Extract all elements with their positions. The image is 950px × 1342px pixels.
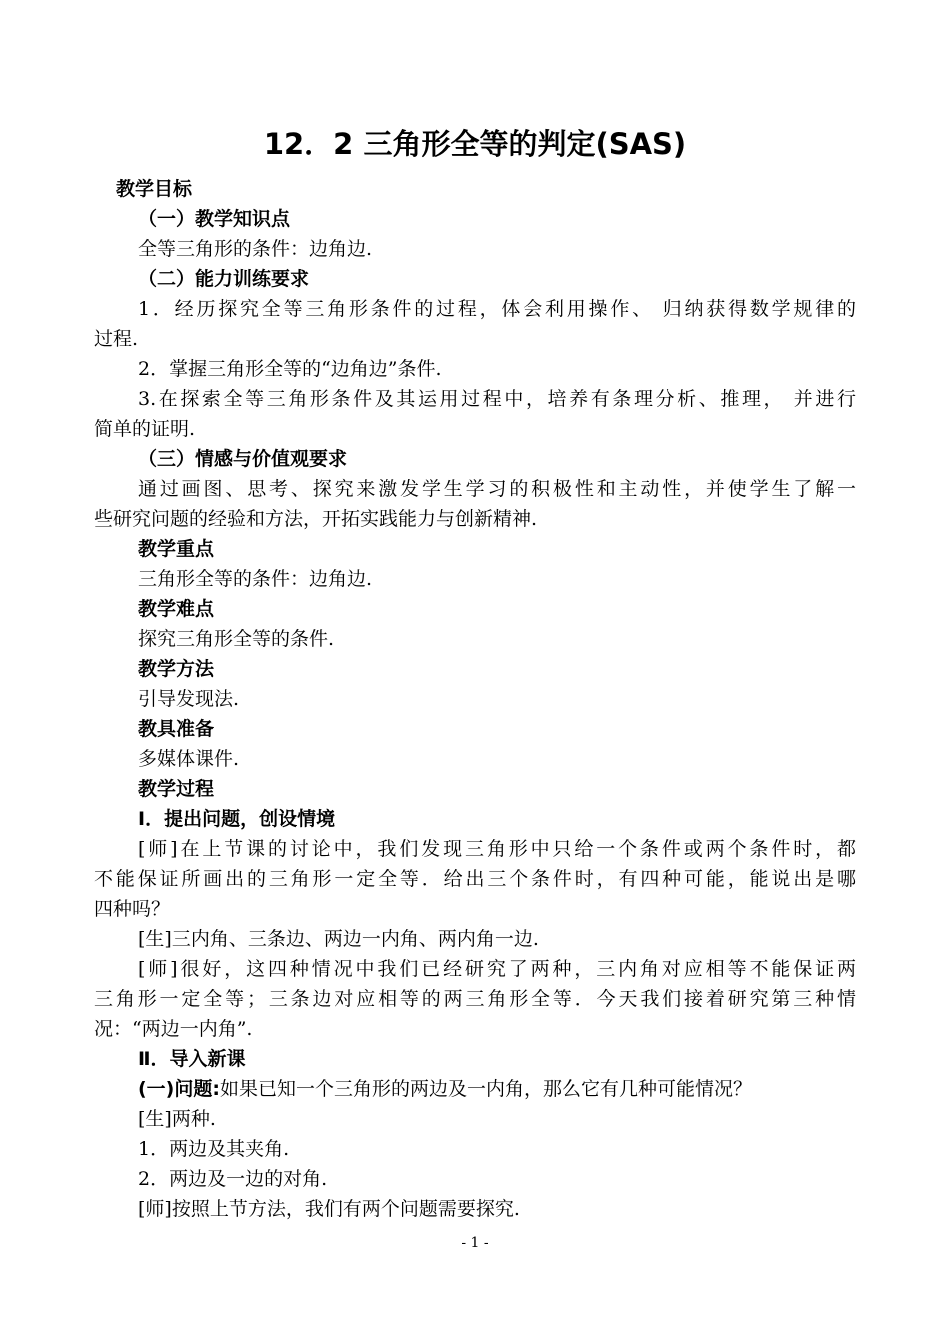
page-number: - 1 - — [461, 1235, 489, 1251]
section-1-paragraph-1-line-1: [师]在上节课的讨论中，我们发现三角形中只给一个条件或两个条件时，都 — [138, 838, 856, 860]
section-2-case-2: 2．两边及一边的对角. — [138, 1168, 328, 1190]
section-1-paragraph-3-line-1: [师]很好，这四种情况中我们已经研究了两种，三内角对应相等不能保证两 — [138, 958, 856, 980]
heading-key-point: 教学重点 — [138, 538, 215, 560]
ability-item-1-line-1: 1．经历探究全等三角形条件的过程，体会利用操作、 归纳获得数学规律的 — [138, 298, 856, 320]
question-text: 如果已知一个三角形的两边及一内角，那么它有几种可能情况？ — [219, 1078, 752, 1100]
ability-item-3-line-2: 简单的证明. — [94, 418, 196, 440]
section-2-teacher: [师]按照上节方法，我们有两个问题需要探究. — [138, 1198, 520, 1220]
emotion-paragraph-line-2: 些研究问题的经验和方法，开拓实践能力与创新精神. — [94, 508, 538, 530]
question-label: (一)问题: — [138, 1078, 220, 1100]
ability-item-2: 2．掌握三角形全等的“边角边”条件. — [138, 358, 442, 380]
subheading-knowledge: （一）教学知识点 — [138, 208, 291, 230]
section-2-question — [138, 1074, 752, 1104]
section-heading-objectives: 教学目标 — [116, 178, 193, 200]
paragraph-key-point: 三角形全等的条件：边角边. — [138, 568, 373, 590]
section-2-case-1: 1．两边及其夹角. — [138, 1138, 290, 1160]
paragraph-method: 引导发现法. — [138, 688, 240, 710]
subheading-ability: （二）能力训练要求 — [138, 268, 310, 290]
heading-tools: 教具准备 — [138, 718, 215, 740]
section-1-paragraph-2: [生]三内角、三条边、两边一内角、两内角一边. — [138, 928, 539, 950]
page-title: 12．2 三角形全等的判定(SAS) — [263, 127, 687, 161]
section-1-paragraph-3-line-2: 三角形一定全等；三条边对应相等的两三角形全等．今天我们接着研究第三种情 — [94, 988, 856, 1010]
heading-method: 教学方法 — [138, 658, 215, 680]
heading-process: 教学过程 — [138, 778, 215, 800]
subheading-emotion: （三）情感与价值观要求 — [138, 448, 348, 470]
paragraph-knowledge: 全等三角形的条件：边角边. — [138, 238, 373, 260]
ability-item-3-line-1: 3.在探索全等三角形条件及其运用过程中，培养有条理分析、推理， 并进行 — [138, 388, 856, 410]
paragraph-tools: 多媒体课件. — [138, 748, 240, 770]
heading-difficulty: 教学难点 — [138, 598, 215, 620]
section-1-paragraph-3-line-3: 况：“两边一内角”. — [94, 1018, 253, 1040]
subheading-section-2: Ⅱ．导入新课 — [138, 1048, 246, 1070]
section-1-paragraph-1-line-3: 四种吗？ — [94, 898, 171, 920]
emotion-paragraph-line-1: 通过画图、思考、探究来激发学生学习的积极性和主动性，并使学生了解一 — [138, 478, 856, 500]
section-1-paragraph-1-line-2: 不能保证所画出的三角形一定全等．给出三个条件时，有四种可能，能说出是哪 — [94, 868, 856, 890]
section-2-answer: [生]两种. — [138, 1108, 216, 1130]
subheading-section-1: Ⅰ．提出问题，创设情境 — [138, 808, 336, 830]
paragraph-difficulty: 探究三角形全等的条件. — [138, 628, 335, 650]
ability-item-1-line-2: 过程. — [94, 328, 139, 350]
